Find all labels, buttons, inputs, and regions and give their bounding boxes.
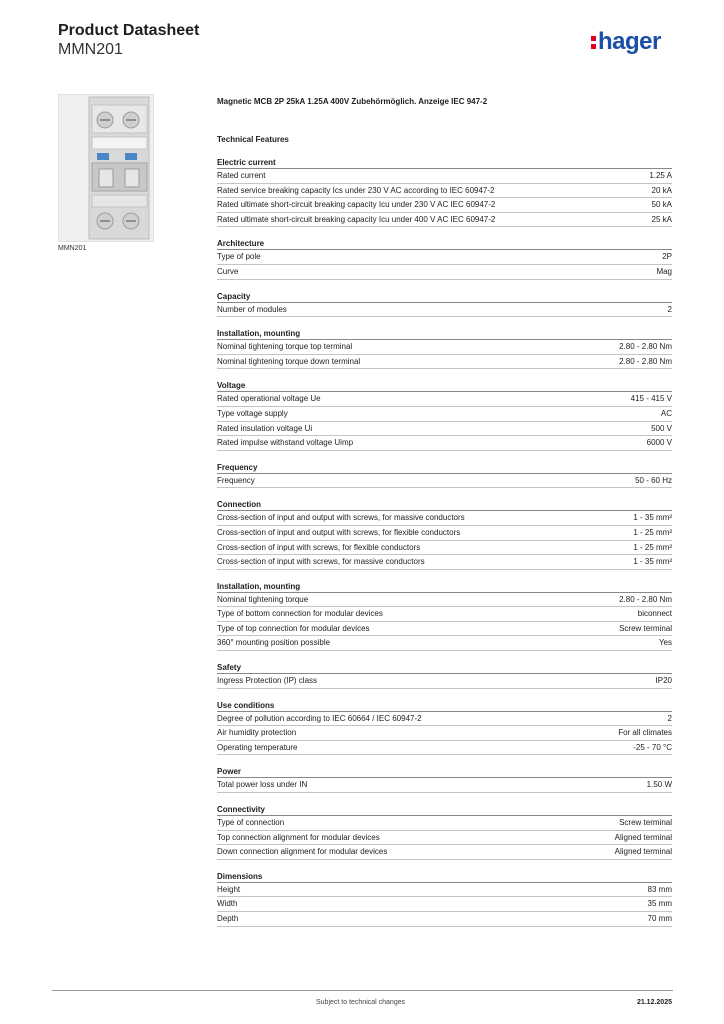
spec-value: Yes: [658, 638, 672, 648]
spec-row: [217, 593, 672, 608]
spec-value: IP20: [655, 676, 672, 686]
spec-label: Nominal tightening torque: [217, 594, 309, 604]
spec-row: [217, 436, 672, 451]
datasheet-content: [217, 97, 672, 938]
spec-label: Rated ultimate short-circuit breaking capacity Icu under 230 V AC IEC 60947-2: [217, 200, 496, 210]
spec-section: [217, 766, 672, 793]
spec-label: Cross-section of input with screws, for flexible conductors: [217, 542, 421, 552]
spec-value: 1 - 25 mm²: [633, 527, 672, 537]
spec-label: Width: [217, 899, 238, 909]
section-title: Connectivity: [217, 804, 672, 816]
spec-sections: [217, 157, 672, 927]
spec-label: Cross-section of input and output with screws, for flexible conductors: [217, 527, 461, 537]
spec-label: Cross-section of input with screws, for massive conductors: [217, 557, 425, 567]
spec-label: Nominal tightening torque down terminal: [217, 356, 361, 366]
spec-value: 2.80 - 2.80 Nm: [619, 356, 672, 366]
spec-row: [217, 831, 672, 846]
spec-value: AC: [660, 408, 672, 418]
spec-label: Rated service breaking capacity Ics under 230 V AC according to IEC 60947-2: [217, 185, 495, 195]
footer-note: Subject to technical changes: [316, 999, 406, 1006]
spec-label: Nominal tightening torque top terminal: [217, 342, 353, 352]
spec-value: Screw terminal: [619, 623, 672, 633]
section-title: Frequency: [217, 462, 672, 474]
spec-row: [217, 422, 672, 437]
spec-value: 500 V: [651, 423, 672, 433]
section-title: Installation, mounting: [217, 581, 672, 593]
spec-row: [217, 741, 672, 756]
spec-label: Depth: [217, 914, 239, 923]
spec-row: [217, 184, 672, 199]
spec-row: [217, 897, 672, 912]
spec-row: [217, 816, 672, 831]
spec-row: [217, 213, 672, 228]
technical-features-heading: Technical Features: [217, 135, 289, 144]
spec-label: Type of bottom connection for modular devices: [217, 609, 383, 619]
spec-value: 415 - 415 V: [630, 394, 672, 404]
spec-section: [217, 581, 672, 651]
spec-label: Type of connection: [217, 818, 285, 828]
spec-label: Rated insulation voltage Ui: [217, 423, 313, 433]
spec-row: [217, 778, 672, 793]
logo-text: hager: [598, 28, 661, 55]
spec-section: [217, 871, 672, 927]
spec-row: [217, 198, 672, 213]
section-title: Electric current: [217, 157, 672, 169]
spec-label: Type voltage supply: [217, 408, 288, 418]
spec-value: 1.50 W: [646, 780, 672, 790]
spec-value: 1 - 25 mm²: [633, 542, 672, 552]
section-title: Connection: [217, 499, 672, 511]
spec-row: [217, 407, 672, 422]
spec-row: [217, 912, 672, 927]
spec-label: Total power loss under IN: [217, 780, 308, 790]
spec-row: [217, 555, 672, 570]
spec-row: [217, 392, 672, 407]
spec-value: 2.80 - 2.80 Nm: [619, 342, 672, 352]
section-title: Capacity: [217, 291, 672, 303]
spec-value: 1.25 A: [649, 171, 672, 180]
spec-row: [217, 845, 672, 860]
spec-label: Curve: [217, 266, 239, 276]
spec-value: 2: [667, 713, 672, 723]
spec-row: [217, 712, 672, 727]
section-title: Voltage: [217, 380, 672, 392]
spec-row: [217, 169, 672, 184]
spec-section: [217, 328, 672, 369]
spec-row: [217, 340, 672, 355]
section-title: Dimensions: [217, 871, 672, 883]
spec-value: 70 mm: [647, 914, 672, 923]
section-title: Use conditions: [217, 700, 672, 712]
section-title: Power: [217, 766, 672, 778]
spec-row: [217, 511, 672, 526]
spec-value: 6000 V: [646, 438, 672, 448]
spec-section: [217, 238, 672, 279]
spec-value: 1 - 35 mm²: [633, 513, 672, 523]
spec-value: Mag: [656, 266, 672, 276]
spec-value: For all climates: [618, 728, 672, 738]
section-title: Architecture: [217, 238, 672, 250]
spec-row: [217, 250, 672, 265]
page-title: Product Datasheet: [58, 22, 200, 39]
spec-section: [217, 291, 672, 318]
spec-row: [217, 303, 672, 318]
spec-row: [217, 541, 672, 556]
spec-label: Ingress Protection (IP) class: [217, 676, 318, 686]
logo-dots-icon: [591, 31, 597, 49]
spec-value: -25 - 70 °C: [633, 742, 672, 752]
spec-label: Rated current: [217, 171, 266, 180]
spec-section: [217, 804, 672, 860]
spec-label: Type of top connection for modular devices: [217, 623, 370, 633]
spec-row: [217, 622, 672, 637]
spec-label: Degree of pollution according to IEC 60664 / IEC 60947-2: [217, 713, 422, 723]
spec-value: 50 - 60 Hz: [635, 475, 672, 485]
spec-label: Air humidity protection: [217, 728, 297, 738]
spec-value: 25 kA: [651, 214, 672, 224]
spec-label: Top connection alignment for modular devices: [217, 832, 380, 842]
spec-section: [217, 380, 672, 450]
spec-value: Aligned terminal: [614, 847, 672, 857]
spec-label: Number of modules: [217, 304, 287, 314]
spec-label: Height: [217, 884, 241, 894]
spec-section: [217, 462, 672, 489]
spec-row: [217, 883, 672, 898]
spec-label: Frequency: [217, 475, 255, 485]
spec-row: [217, 674, 672, 689]
spec-value: 35 mm: [647, 899, 672, 909]
product-image: [58, 94, 154, 242]
footer-divider: [52, 990, 673, 991]
spec-label: Type of pole: [217, 252, 261, 262]
footer-date: 21.12.2025: [636, 999, 672, 1006]
spec-label: Rated impulse withstand voltage Uimp: [217, 438, 354, 448]
spec-section: [217, 700, 672, 756]
spec-label: Rated ultimate short-circuit breaking capacity Icu under 400 V AC IEC 60947-2: [217, 214, 496, 224]
image-caption: MMN201: [58, 245, 87, 252]
product-description: Magnetic MCB 2P 25kA 1.25A 400V Zubehörmöglich. Anzeige IEC 947-2: [217, 97, 488, 106]
spec-value: 2P: [662, 252, 672, 262]
product-code: MMN201: [58, 41, 123, 58]
spec-section: [217, 662, 672, 689]
spec-row: [217, 607, 672, 622]
spec-value: biconnect: [637, 609, 672, 619]
spec-label: Operating temperature: [217, 742, 298, 752]
spec-row: [217, 474, 672, 489]
spec-row: [217, 526, 672, 541]
spec-value: 2: [667, 304, 672, 314]
spec-row: [217, 355, 672, 370]
spec-section: [217, 499, 672, 569]
section-title: Installation, mounting: [217, 328, 672, 340]
spec-label: Cross-section of input and output with screws, for massive conductors: [217, 513, 465, 523]
spec-label: 360° mounting position possible: [217, 638, 331, 648]
spec-row: [217, 636, 672, 651]
spec-section: [217, 157, 672, 227]
spec-row: [217, 726, 672, 741]
hager-logo: [591, 28, 661, 56]
page-header: [58, 21, 199, 59]
spec-value: 83 mm: [647, 884, 672, 894]
spec-value: 20 kA: [651, 185, 672, 195]
spec-label: Down connection alignment for modular devices: [217, 847, 388, 857]
spec-value: Screw terminal: [619, 818, 672, 828]
spec-row: [217, 265, 672, 280]
spec-label: Rated operational voltage Ue: [217, 394, 321, 404]
spec-value: 50 kA: [651, 200, 672, 210]
section-title: Safety: [217, 662, 672, 674]
spec-value: 1 - 35 mm²: [633, 557, 672, 567]
circuit-breaker-image: [59, 95, 153, 241]
spec-value: Aligned terminal: [614, 832, 672, 842]
spec-value: 2.80 - 2.80 Nm: [619, 594, 672, 604]
